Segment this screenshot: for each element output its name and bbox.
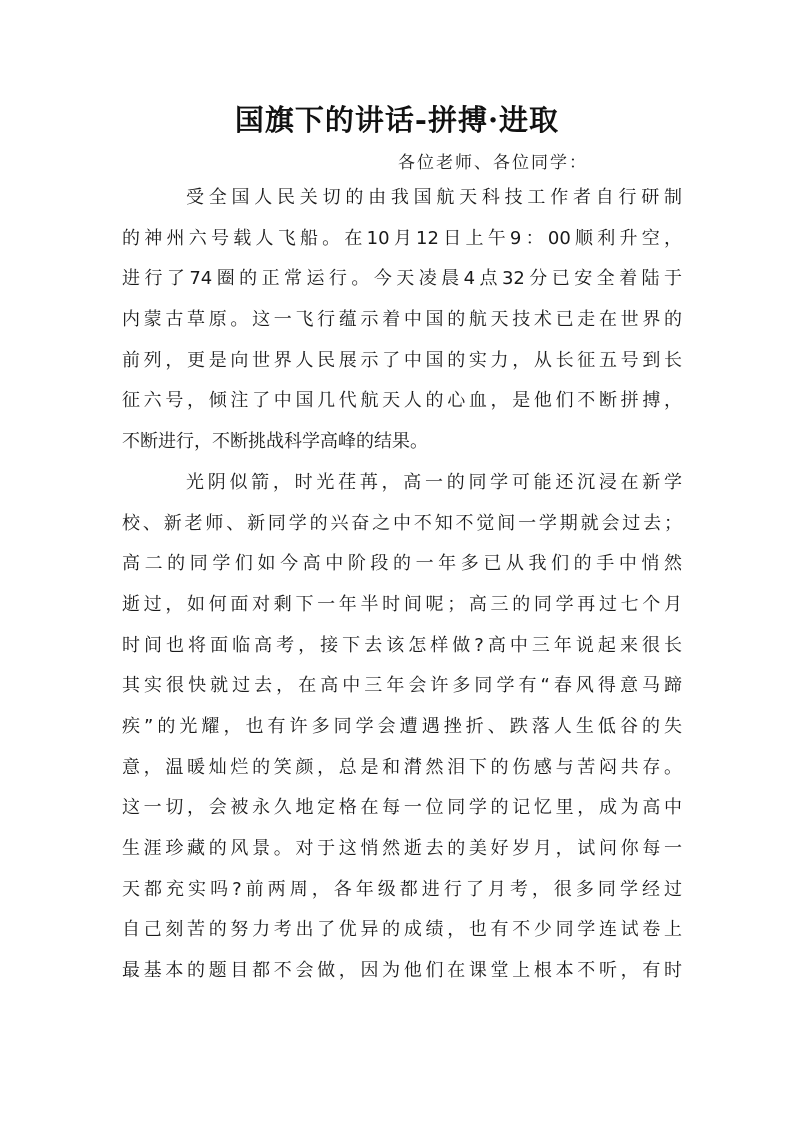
- text-line: 自己刻苦的努力考出了优异的成绩，也有不少同学连试卷上: [122, 919, 682, 941]
- document-title: 国旗下的讲话-拼搏·进取: [234, 103, 560, 137]
- text-line: 时间也将面临高考，接下去该怎样做?高中三年说起来很长: [122, 634, 682, 656]
- text-line: 征六号，倾注了中国几代航天人的心血，是他们不断拼搏，: [122, 390, 682, 412]
- text-line: 的神州六号载人飞船。在10月12日上午9：00顺利升空，: [122, 227, 682, 249]
- text-line: 意，温暖灿烂的笑颜，总是和潸然泪下的伤感与苦闷共存。: [122, 756, 682, 778]
- text-line: 生涯珍藏的风景。对于这悄然逝去的美好岁月，试问你每一: [122, 838, 682, 859]
- text-line: 逝过，如何面对剩下一年半时间呢；高三的同学再过七个月: [122, 593, 682, 615]
- text-line: 这一切，会被永久地定格在每一位同学的记忆里，成为高中: [122, 797, 682, 819]
- text-line: 进行了74圈的正常运行。今天凌晨4点32分已安全着陆于: [122, 268, 682, 290]
- text-line: 内蒙古草原。这一飞行蕴示着中国的航天技术已走在世界的: [122, 309, 682, 331]
- document-body: [122, 178, 682, 992]
- text-line: 前列，更是向世界人民展示了中国的实力，从长征五号到长: [122, 349, 682, 371]
- text-line: 不断进行，不断挑战科学高峰的结果。: [122, 431, 428, 453]
- text-line: 天都充实吗?前两周，各年级都进行了月考，很多同学经过: [122, 878, 682, 900]
- paragraph-2: [122, 463, 682, 992]
- text-line: 最基本的题目都不会做，因为他们在课堂上根本不听，有时: [122, 960, 682, 982]
- text-line: 其实很快就过去，在高中三年会许多同学有“春风得意马蹄: [122, 675, 682, 697]
- text-line: 疾”的光耀，也有许多同学会遭遇挫折、跌落人生低谷的失: [122, 715, 682, 737]
- text-line: 高二的同学们如今高中阶段的一年多已从我们的手中悄然: [122, 553, 682, 575]
- text-line: 光阴似箭，时光荏苒，高一的同学可能还沉浸在新学: [186, 471, 682, 493]
- salutation: 各位老师、各位同学：: [398, 153, 588, 173]
- text-line: 受全国人民关切的由我国航天科技工作者自行研制: [186, 187, 682, 208]
- text-line: 校、新老师、新同学的兴奋之中不知不觉间一学期就会过去；: [122, 512, 682, 534]
- paragraph-1: [122, 178, 682, 463]
